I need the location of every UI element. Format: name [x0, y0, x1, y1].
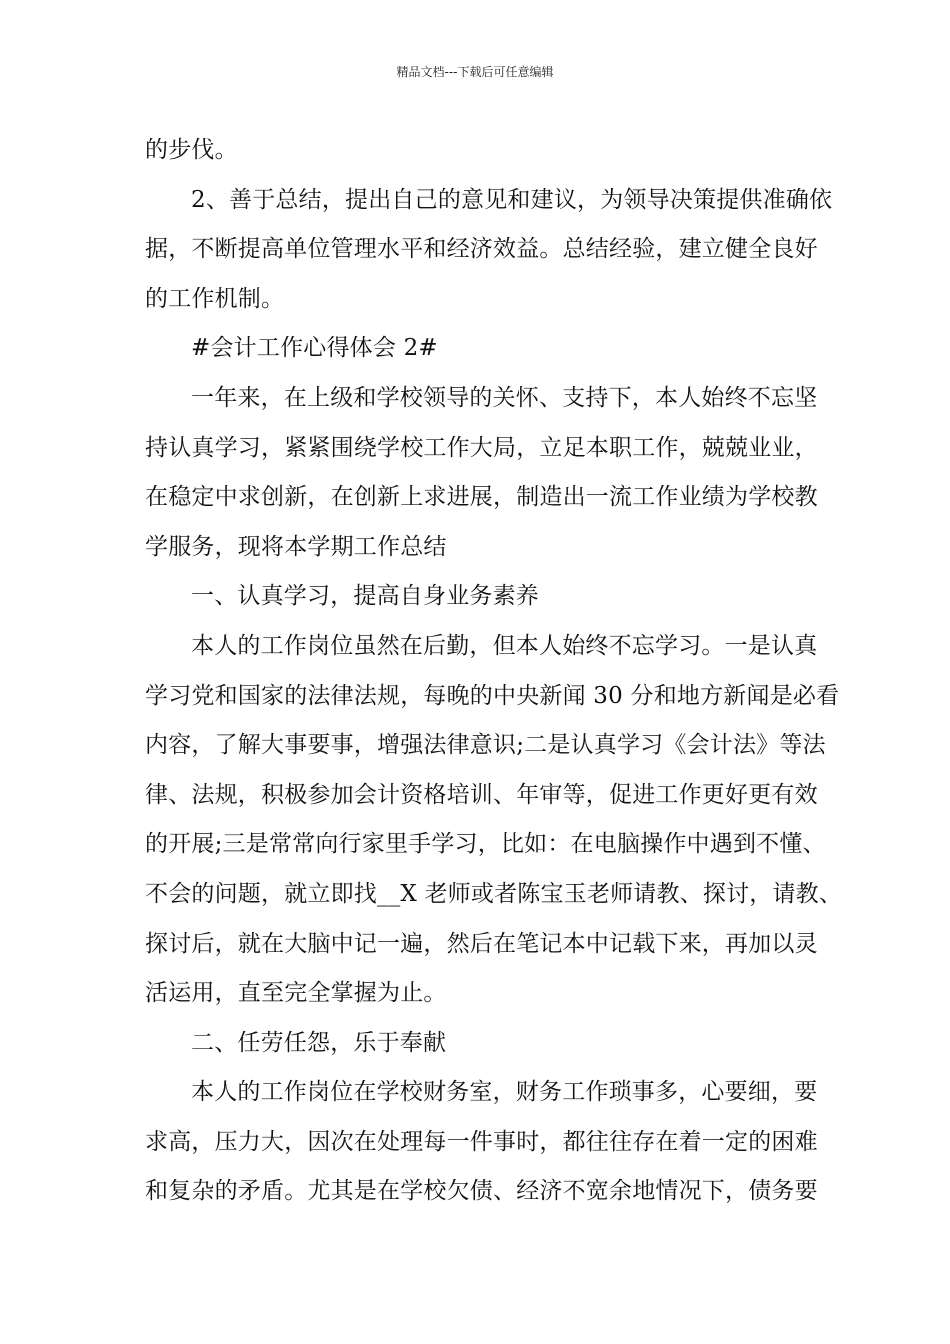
document-body	[145, 126, 843, 1217]
text-line: 据，不断提高单位管理水平和经济效益。总结经验，建立健全良好	[145, 236, 818, 263]
text-line: 的开展;三是常常向行家里手学习，比如：在电脑操作中遇到不懂、	[145, 831, 826, 858]
section-heading: 一、认真学习，提高自身业务素养	[191, 583, 539, 610]
text-line: 的工作机制。	[145, 285, 285, 312]
text-line: 学习党和国家的法律法规，每晚的中央新闻 30 分和地方新闻是必看	[145, 682, 840, 709]
text-line: 不会的问题，就立即找__X 老师或者陈宝玉老师请教、探讨，请教、	[145, 880, 843, 907]
text-line: 探讨后，就在大脑中记一遍，然后在笔记本中记载下来，再加以灵	[145, 930, 818, 957]
section-heading: 二、任劳任怨，乐于奉献	[191, 1029, 447, 1056]
text-line: 持认真学习，紧紧围绕学校工作大局，立足本职工作，兢兢业业，	[145, 434, 818, 461]
text-line: 和复杂的矛盾。尤其是在学校欠债、经济不宽余地情况下，债务要	[145, 1178, 818, 1205]
paragraph-line: 一年来，在上级和学校领导的关怀、支持下，本人始终不忘坚	[191, 384, 818, 411]
text-line: 的步伐。	[145, 137, 238, 163]
paragraph-line: 本人的工作岗位在学校财务室，财务工作琐事多，心要细，要	[191, 1079, 818, 1106]
paragraph-line: 2、善于总结，提出自己的意见和建议，为领导决策提供准确依	[191, 186, 833, 213]
text-line: 在稳定中求创新，在创新上求进展，制造出一流工作业绩为学校教	[145, 484, 818, 511]
text-line: 内容，了解大事要事，增强法律意识;二是认真学习《会计法》等法	[145, 732, 826, 759]
text-line: 求高，压力大，因次在处理每一件事时，都往往存在着一定的困难	[145, 1128, 818, 1155]
text-line: 活运用，直至完全掌握为止。	[145, 980, 447, 1007]
text-line: 律、法规，积极参加会计资格培训、年审等，促进工作更好更有效	[145, 781, 818, 808]
paragraph-line: 本人的工作岗位虽然在后勤，但本人始终不忘学习。一是认真	[191, 632, 818, 659]
text-line: 学服务，现将本学期工作总结	[145, 533, 447, 560]
page-header: 精品文档---下载后可任意编辑	[396, 65, 554, 79]
section-heading: #会计工作心得体会 2#	[191, 335, 438, 362]
